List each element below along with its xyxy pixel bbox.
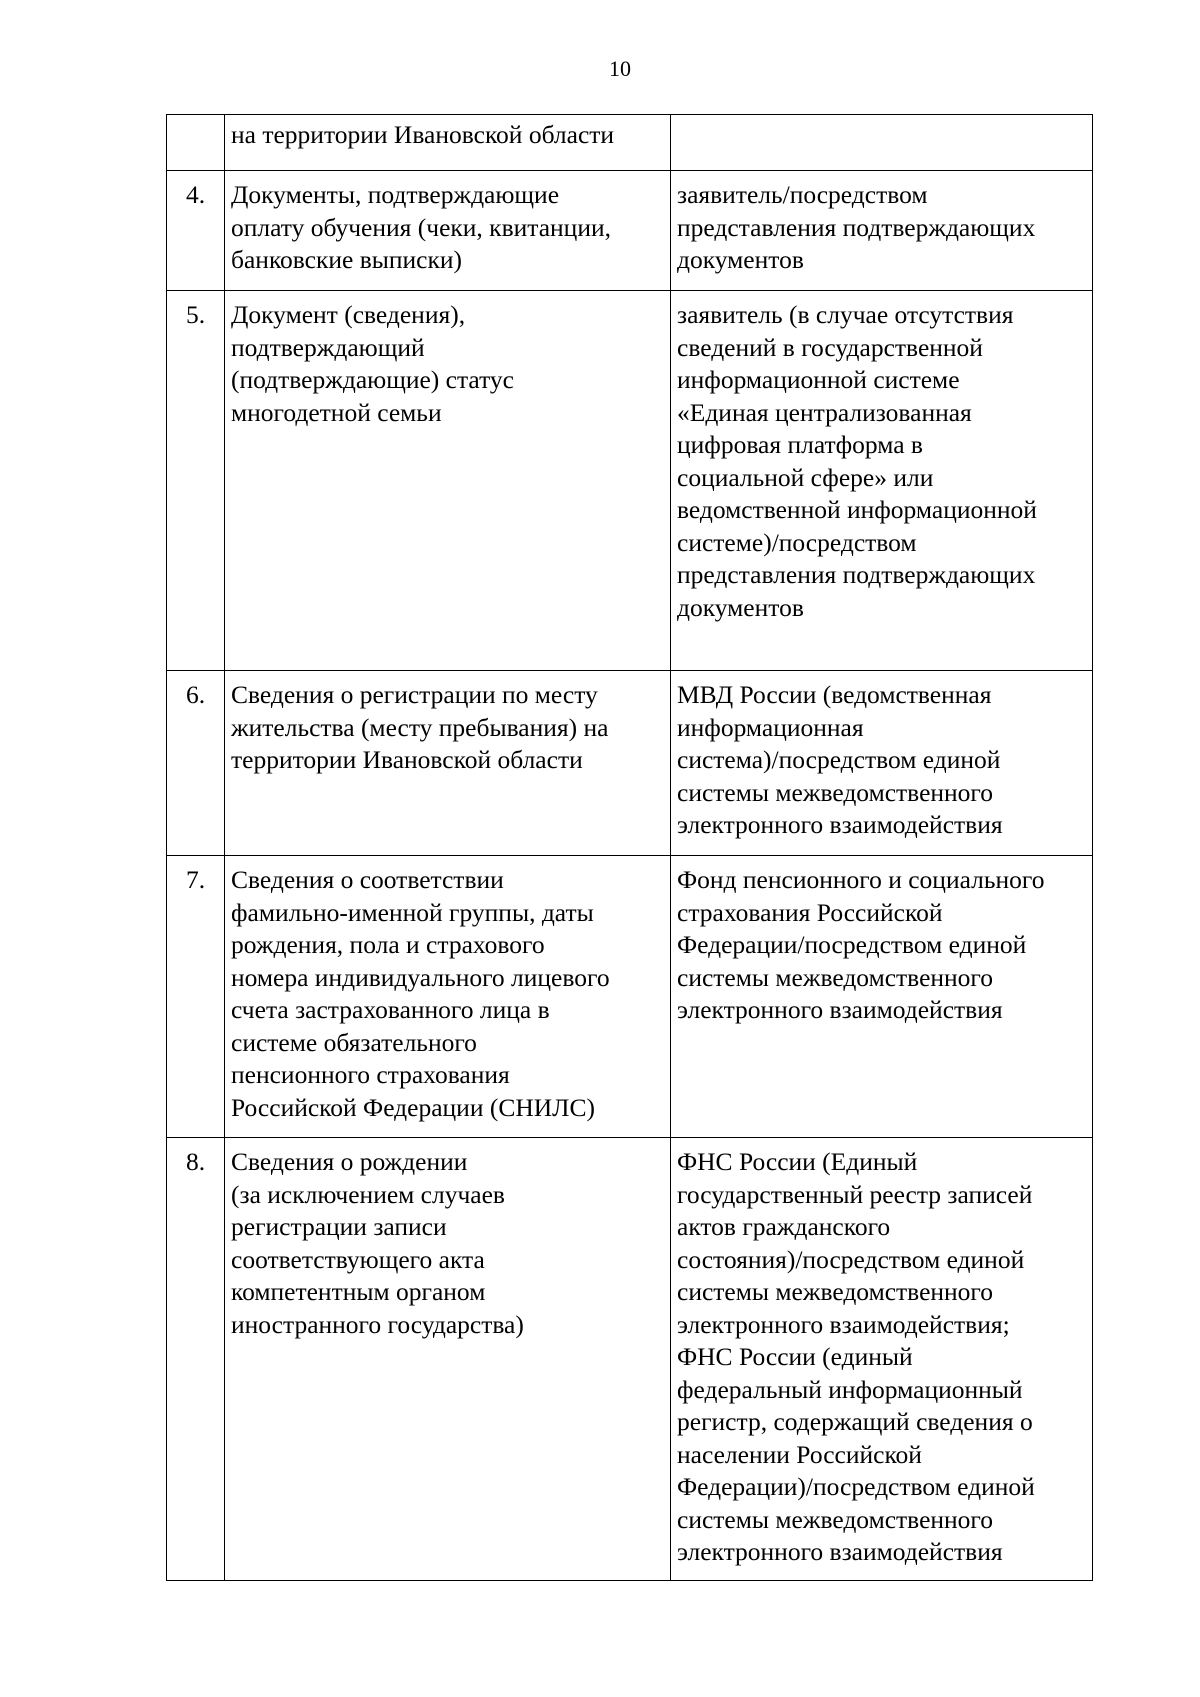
source-cell: Фонд пенсионного и социального страхования Российской Федерации/посредством единой системы межведомственного электронного взаимодействия xyxy=(671,856,1093,1138)
source-cell: МВД России (ведомственная информационная система)/посредством единой системы межведомственного электронного взаимодействия xyxy=(671,671,1093,856)
document-cell: Документ (сведения), подтверждающий (подтверждающие) статус многодетной семьи xyxy=(225,291,671,671)
document-cell: Сведения о рождении (за исключением случаев регистрации записи соответствующего акта компетентным органом иностранного государства) xyxy=(225,1138,671,1581)
source-cell xyxy=(671,115,1093,171)
document-cell: Документы, подтверждающие оплату обучения (чеки, квитанции, банковские выписки) xyxy=(225,171,671,291)
documents-table xyxy=(166,114,1093,1581)
document-cell: Сведения о соответствии фамильно-именной группы, даты рождения, пола и страхового номера индивидуального лицевого счета застрахованного лица в системе обязательного пенсионного страхования Российской Федерации (СНИЛС) xyxy=(225,856,671,1138)
row-number: 4. xyxy=(167,171,225,291)
row-number xyxy=(167,115,225,171)
row-number: 8. xyxy=(167,1138,225,1581)
table-row xyxy=(167,671,1093,856)
table-row xyxy=(167,1138,1093,1581)
source-cell: заявитель/посредством представления подтверждающих документов xyxy=(671,171,1093,291)
source-cell: заявитель (в случае отсутствия сведений в государственной информационной системе «Единая централизованная цифровая платформа в социальной сфере» или ведомственной информационной системе)/посредством представления подтверждающих документов xyxy=(671,291,1093,671)
table-row xyxy=(167,115,1093,171)
document-cell: на территории Ивановской области xyxy=(225,115,671,171)
row-number: 5. xyxy=(167,291,225,671)
row-number: 7. xyxy=(167,856,225,1138)
table-row xyxy=(167,291,1093,671)
document-cell: Сведения о регистрации по месту жительства (месту пребывания) на территории Ивановской области xyxy=(225,671,671,856)
table-row xyxy=(167,856,1093,1138)
row-number: 6. xyxy=(167,671,225,856)
table-row xyxy=(167,171,1093,291)
source-cell: ФНС России (Единый государственный реестр записей актов гражданского состояния)/посредством единой системы межведомственного электронного взаимодействия; ФНС России (единый федеральный информационный регистр, содержащий сведения о населении Российской Федерации)/посредством единой системы межведомственного электронного взаимодействия xyxy=(671,1138,1093,1581)
page-number: 10 xyxy=(609,56,631,81)
